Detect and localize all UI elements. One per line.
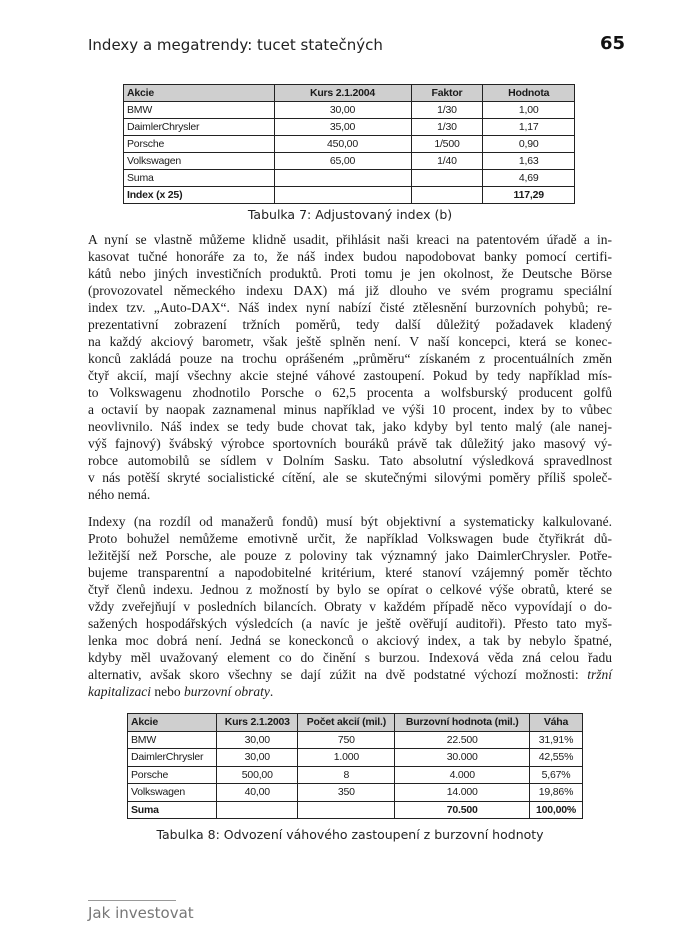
paragraph-line: Indexy (na rozdíl od manažerů fondů) musí být objektivní a systematicky kalkulované. <box>88 514 612 529</box>
paragraph-line: index tzv. „Auto-DAX“. Náš index nyní nabízí čisté ztělesnění burzovních pohybů; re- <box>88 300 612 315</box>
emphasis-text: tržní <box>587 667 612 682</box>
table-cell: DaimlerChrysler <box>128 749 217 767</box>
paragraph-line: vždy zveřejňují v posledních bilancích. Obraty v každém případě něco vypovídají o do- <box>88 599 612 614</box>
table-row <box>124 119 575 136</box>
table-cell: 5,67% <box>530 766 583 784</box>
paragraph-line: kasovat tučné honoráře za to, že náš index budou napodobovat banky pomocí certifi- <box>88 249 612 264</box>
paragraph-line: ného nemá. <box>88 487 151 502</box>
table-cell: 4.000 <box>395 766 530 784</box>
paragraph-line: výš fajnový) švábský výrobce sportovních bouráků právě tak důležitý jako masový vý- <box>88 436 612 451</box>
column-header: Váha <box>530 714 583 732</box>
table-cell: Porsche <box>124 136 275 153</box>
paragraph-line: konců zakládá pouze na trochu oprášeném „průměru“ získaném z procentuálních změn <box>88 351 612 366</box>
table-cell: 4,69 <box>483 170 575 187</box>
paragraph-line: lenka moc dobrá není. Jedná se koneckonců o akciový index, a tak by nebylo špatné, <box>88 633 612 648</box>
table-cell: 500,00 <box>217 766 298 784</box>
table-cell: 42,55% <box>530 749 583 767</box>
line-text: alternativ, avšak skoro všechny se dají zúžit na dvě podstatné výchozí možnosti: <box>88 667 588 682</box>
table-cell: 1.000 <box>298 749 395 767</box>
column-header: Faktor <box>411 85 483 102</box>
table-cell: DaimlerChrysler <box>124 119 275 136</box>
table-cell: 19,86% <box>530 784 583 802</box>
paragraph-line: prezentativní zobrazení tržních poměrů, tedy další důležitý požadavek kladený <box>88 317 612 332</box>
running-header: Indexy a megatrendy: tucet statečných <box>88 36 383 54</box>
paragraph-line: čtyř členů indexu. Jednou z možností by bylo se opírat o celkové výše obratů, které se <box>88 582 612 597</box>
paragraph-line: to Volkswagenu zhodnotilo Porsche o 62,5 procenta a wolfsburský producent golfů <box>88 385 612 400</box>
table-row <box>124 136 575 153</box>
column-header: Akcie <box>124 85 275 102</box>
table-cell: Suma <box>124 170 275 187</box>
column-header: Kurs 2.1.2003 <box>217 714 298 732</box>
table-header-row <box>128 714 583 732</box>
emphasis-text: burzovní obraty <box>184 684 270 699</box>
table-cell: 30,00 <box>217 749 298 767</box>
table-row <box>128 766 583 784</box>
table-cell <box>411 170 483 187</box>
table-cell <box>411 187 483 204</box>
table-row <box>128 749 583 767</box>
table-cell: Suma <box>128 801 217 819</box>
column-header: Hodnota <box>483 85 575 102</box>
table-cell: 750 <box>298 731 395 749</box>
paragraph-line: v nás potěší skryté socialistické cítění, ale se skutečnými silovými poměry příliš společ- <box>88 470 612 485</box>
paragraph-line: kdyby měl uvažovaný element co do činění s burzou. Indexová věda zná celou řadu <box>88 650 612 665</box>
table-cell: 30,00 <box>217 731 298 749</box>
paragraph-line: kátů nebo jiných investičních produktů. Proti tomu je jen okolnost, že Deutsche Börse <box>88 266 612 281</box>
table-row <box>128 784 583 802</box>
table-cell: 1/30 <box>411 119 483 136</box>
table-header-row <box>124 85 575 102</box>
table-cell: 35,00 <box>274 119 411 136</box>
table-row <box>124 102 575 119</box>
paragraph-line: (provozovatel německého indexu DAX) má již dlouho ve svém programu speciální <box>88 283 612 298</box>
table-cell: 1/30 <box>411 102 483 119</box>
paragraph-1 <box>88 231 612 503</box>
paragraph-2 <box>88 513 612 700</box>
footer-divider <box>88 900 176 901</box>
table-cell: 8 <box>298 766 395 784</box>
table-cell: 30.000 <box>395 749 530 767</box>
table-cell: Index (x 25) <box>124 187 275 204</box>
table-cell: 350 <box>298 784 395 802</box>
table-cell: 31,91% <box>530 731 583 749</box>
table-cell: Volkswagen <box>128 784 217 802</box>
paragraph-line: ležitější než Porsche, ale pouze z poloviny tak významný jako DaimlerChrysler. Potře- <box>88 548 612 563</box>
paragraph-line <box>88 683 612 700</box>
table-cell: Porsche <box>128 766 217 784</box>
paragraph-line: Proto bohužel nemůžeme emotivně určit, že například Volkswagen bude čtyřikrát dů- <box>88 531 612 546</box>
page-number: 65 <box>600 33 626 54</box>
table-cell <box>217 801 298 819</box>
paragraph-line: na každý akciový barometr, však ještě splněn není. V naší koncepci, která se konec- <box>88 334 612 349</box>
table-cell: 1,63 <box>483 153 575 170</box>
column-header: Kurs 2.1.2004 <box>274 85 411 102</box>
table-cell: 1/40 <box>411 153 483 170</box>
table-cell: 30,00 <box>274 102 411 119</box>
table-cell: BMW <box>128 731 217 749</box>
line-text: nebo <box>151 684 184 699</box>
table-cell: 1,17 <box>483 119 575 136</box>
table7-caption: Tabulka 7: Adjustovaný index (b) <box>247 207 453 222</box>
paragraph-line: robce automobilů se sídlem v Dolním Sasku. Tato absolutní výsledková spravedlnost <box>88 453 612 468</box>
column-header: Počet akcií (mil.) <box>298 714 395 732</box>
table-row <box>124 170 575 187</box>
table-cell: 100,00% <box>530 801 583 819</box>
table-cell: 40,00 <box>217 784 298 802</box>
emphasis-text: kapitalizaci <box>88 684 151 699</box>
table-weight-derivation <box>127 713 583 819</box>
table-cell: 117,29 <box>483 187 575 204</box>
paragraph-line: bujeme transparentní a napodobitelné kritérium, které stanoví vzájemný poměr těchto <box>88 565 612 580</box>
paragraph-line: a octavií by naopak zaznamenal minus například ve výši 10 procent, index by to vůbec <box>88 402 612 417</box>
column-header: Burzovní hodnota (mil.) <box>395 714 530 732</box>
table-cell <box>274 187 411 204</box>
table-cell: 1/500 <box>411 136 483 153</box>
table-row <box>124 153 575 170</box>
paragraph-line: neovlivnilo. Náš index se tedy bude chovat tak, jako kdyby byl tento malý (ale nanej- <box>88 419 612 434</box>
table-adjusted-index <box>123 84 575 204</box>
table-row <box>128 731 583 749</box>
table-cell: 450,00 <box>274 136 411 153</box>
table-cell: 14.000 <box>395 784 530 802</box>
paragraph-line: čtyř akcií, mají všechny akcie stejné váhové zastoupení. Pokud by tedy například mís- <box>88 368 612 383</box>
paragraph-line <box>88 666 612 683</box>
paragraph-line: A nyní se vlastně můžeme klidně usadit, přihlásit naši kreaci na patentovém úřadě a in- <box>88 232 612 247</box>
column-header: Akcie <box>128 714 217 732</box>
paragraph-line: sažených hospodářských výsledcích (a navíc je ještě ověřují auditoři). Přesto tato myš- <box>88 616 612 631</box>
table-cell: 22.500 <box>395 731 530 749</box>
table-cell: 1,00 <box>483 102 575 119</box>
table-row <box>128 801 583 819</box>
running-footer: Jak investovat <box>88 904 194 922</box>
table-cell: 70.500 <box>395 801 530 819</box>
table-cell: 65,00 <box>274 153 411 170</box>
table-row <box>124 187 575 204</box>
table8-caption: Tabulka 8: Odvození váhového zastoupení z burzovní hodnoty <box>156 827 544 842</box>
line-text: . <box>269 684 274 699</box>
table-cell <box>298 801 395 819</box>
table-cell: BMW <box>124 102 275 119</box>
table-cell <box>274 170 411 187</box>
table-cell: 0,90 <box>483 136 575 153</box>
table-cell: Volkswagen <box>124 153 275 170</box>
